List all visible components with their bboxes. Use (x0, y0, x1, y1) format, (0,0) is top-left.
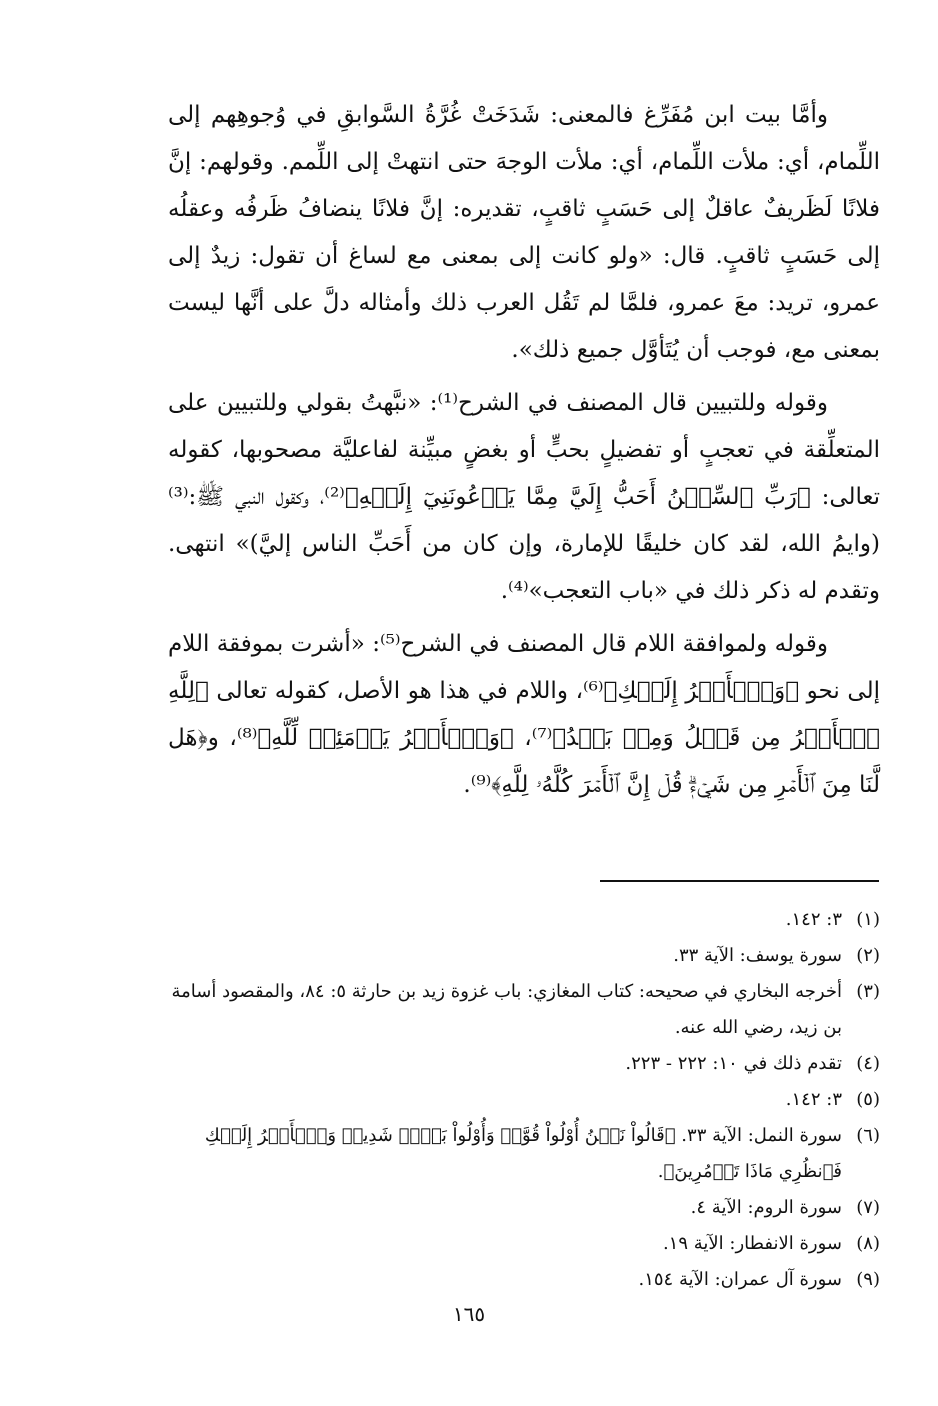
footnote-6 (168, 1118, 880, 1190)
footnote-text: سورة النمل: الآية ٣٣. ﴿قَالُواْ نَحۡنُ أُوْلُواْ قُوَّةٖ وَأُوْلُواْ بَأۡسٖ شَدِيدٖ وَٱلۡأَمۡرُ إِلَيۡكِ فَٱنظُرِي مَاذَا تَأۡمُرِينَ﴾. (204, 1125, 842, 1182)
paragraph-2: وقوله وللتبيين قال المصنف في الشرح⁽¹⁾: «نبَّهتُ بقولي وللتبيين على المتعلِّقة في تعجبٍ أو تفضيلٍ بحبٍّ أو بغضٍ مبيِّنة لفاعليَّة مصحوبها، كقوله تعالى: ﴿رَبِّ ٱلسِّجۡنُ أَحَبُّ إِلَيَّ مِمَّا يَدۡعُونَنِيٓ إِلَيۡهِ﴾⁽²⁾، وكقول النبي ﷺ:⁽³⁾ (وايمُ الله، لقد كان خليقًا للإمارة، وإن كان من أَحَبِّ الناس إليَّ)» انتهى. وتقدم له ذكر ذلك في «باب التعجب»⁽⁴⁾. (168, 390, 881, 604)
footnote-number: (٦) (856, 1125, 880, 1146)
footnote-text: ٣: ١٤٢. (785, 1089, 842, 1110)
footnote-3 (168, 974, 880, 1046)
footnote-9 (168, 1262, 880, 1298)
footnote-5 (168, 1082, 880, 1118)
main-text (168, 92, 880, 815)
footnote-2 (168, 938, 880, 974)
footnote-1 (168, 902, 880, 938)
footnote-7 (168, 1190, 880, 1226)
footnote-number: (٧) (856, 1197, 880, 1218)
footnote-number: (٢) (856, 945, 880, 966)
footnote-divider (600, 880, 879, 882)
footnote-number: (٥) (856, 1089, 880, 1110)
footnote-text: ٣: ١٤٢. (785, 909, 842, 930)
footnote-number: (٤) (856, 1053, 880, 1074)
footnote-text: سورة يوسف: الآية ٣٣. (673, 945, 842, 966)
footnote-number: (١) (856, 909, 880, 930)
footnote-text: تقدم ذلك في ١٠: ٢٢٢ - ٢٢٣. (625, 1053, 842, 1074)
paragraph-1: وأمَّا بيت ابن مُفَرِّغ فالمعنى: شَدَخَتْ غُرَّةُ السَّوابقِ في وُجوهِهم إلى اللِّمام، أي: ملأت اللِّمام، أي: ملأت الوجهَ حتى انتهتْ إلى اللِّمم. وقولهم: إنَّ فلانًا لَظَريفٌ عاقلٌ إلى حَسَبٍ ثاقبٍ، تقديره: إنَّ فلانًا ينضافُ ظَرفُه وعقلُه إلى حَسَبٍ ثاقبٍ. قال: «ولو كانت إلى بمعنى مع لساغ أن تقول: زيدٌ إلى عمرو، تريد: معَ عمرو، فلمَّا لم تَقُل العرب ذلك وأمثاله دلَّ على أنَّها ليست بمعنى مع، فوجب أن يُتَأوَّل جميع ذلك». (168, 102, 880, 363)
footnote-number: (٣) (856, 981, 880, 1002)
footnote-text: سورة الروم: الآية ٤. (690, 1197, 842, 1218)
footnote-text: أخرجه البخاري في صحيحه: كتاب المغازي: باب غزوة زيد بن حارثة ٥: ٨٤، والمقصود أسامة بن زيد، رضي الله عنه. (171, 981, 842, 1038)
footnote-text: سورة آل عمران: الآية ١٥٤. (638, 1269, 842, 1290)
footnotes (168, 902, 880, 1298)
paragraph-3: وقوله ولموافقة اللام قال المصنف في الشرح⁽⁵⁾: «أشرت بموفقة اللام إلى نحو ﴿وَٱلۡأَمۡرُ إِلَيۡكِ﴾⁽⁶⁾، واللام في هذا هو الأصل، كقوله تعالى ﴿لِلَّهِ ٱلۡأَمۡرُ مِن قَبۡلُ وَمِنۢ بَعۡدُ﴾⁽⁷⁾، ﴿وَٱلۡأَمۡرُ يَوۡمَئِذٖ لِّلَّهِ﴾⁽⁸⁾، و﴿هَل لَّنَا مِنَ ٱلۡأَمۡرِ مِن شَيۡءٖۗ قُلۡ إِنَّ ٱلۡأَمۡرَ كُلَّهُۥ لِلَّهِ﴾⁽⁹⁾. (168, 631, 881, 798)
footnote-4 (168, 1046, 880, 1082)
footnote-text: سورة الانفطار: الآية ١٩. (662, 1233, 842, 1254)
footnote-number: (٨) (856, 1233, 880, 1254)
page-number: ١٦٥ (452, 1302, 486, 1326)
footnote-number: (٩) (856, 1269, 880, 1290)
footnote-8 (168, 1226, 880, 1262)
